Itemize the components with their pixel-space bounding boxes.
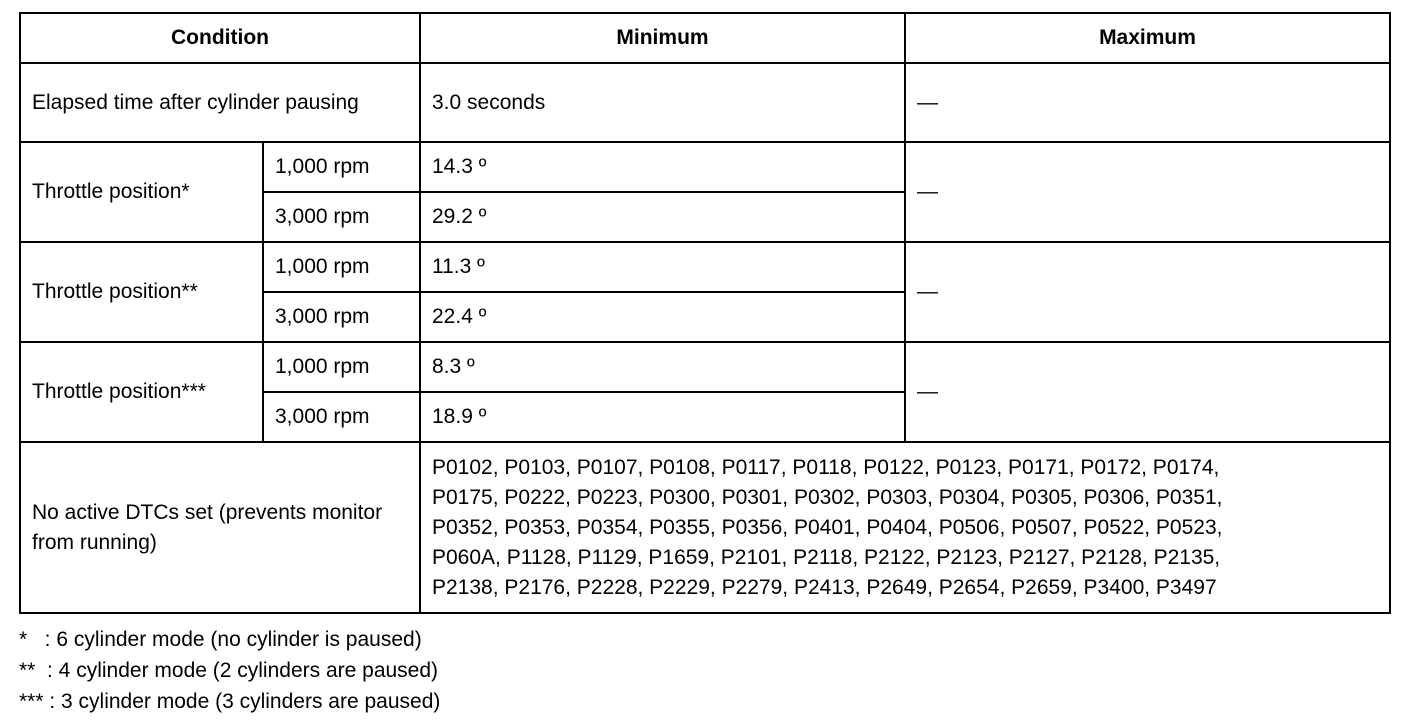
- table-row-throttle-6cyl-low: [20, 142, 1390, 192]
- table-row-throttle-4cyl-low: [20, 242, 1390, 292]
- condition-cell: Throttle position**: [20, 242, 263, 342]
- rpm-cell: 3,000 rpm: [263, 192, 420, 242]
- minimum-cell: 14.3 º: [420, 142, 905, 192]
- footnote-6-cylinder: * : 6 cylinder mode (no cylinder is paused): [19, 628, 422, 651]
- minimum-cell: 22.4 º: [420, 292, 905, 342]
- footnote-3-cylinder: *** : 3 cylinder mode (3 cylinders are paused): [19, 690, 441, 713]
- maximum-cell: —: [905, 242, 1390, 342]
- maximum-cell: —: [905, 142, 1390, 242]
- rpm-cell: 1,000 rpm: [263, 242, 420, 292]
- minimum-cell: 3.0 seconds: [420, 63, 905, 142]
- header-minimum: Minimum: [420, 13, 905, 63]
- table-row-throttle-3cyl-low: [20, 342, 1390, 392]
- rpm-cell: 3,000 rpm: [263, 292, 420, 342]
- maximum-cell: —: [905, 342, 1390, 442]
- table-row-elapsed-time: [20, 63, 1390, 142]
- conditions-table: [19, 12, 1391, 614]
- condition-cell: Elapsed time after cylinder pausing: [20, 63, 420, 142]
- footnote-4-cylinder: ** : 4 cylinder mode (2 cylinders are paused): [19, 659, 439, 682]
- header-condition: Condition: [20, 13, 420, 63]
- condition-cell: Throttle position***: [20, 342, 263, 442]
- rpm-cell: 1,000 rpm: [263, 142, 420, 192]
- condition-cell: No active DTCs set (prevents monitor from running): [20, 442, 420, 613]
- rpm-cell: 3,000 rpm: [263, 392, 420, 442]
- maximum-cell: —: [905, 63, 1390, 142]
- minimum-cell: 8.3 º: [420, 342, 905, 392]
- dtc-codes-cell: P0102, P0103, P0107, P0108, P0117, P0118, P0122, P0123, P0171, P0172, P0174, P0175, P0222, P0223, P0300, P0301, P0302, P0303, P0304, P0305, P0306, P0351, P0352, P0353, P0354, P0355, P0356, P0401, P0404, P0506, P0507, P0522, P0523, P060A, P1128, P1129, P1659, P2101, P2118, P2122, P2123, P2127, P2128, P2135, P2138, P2176, P2228, P2229, P2279, P2413, P2649, P2654, P2659, P3400, P3497: [420, 442, 1390, 613]
- minimum-cell: 18.9 º: [420, 392, 905, 442]
- footnotes: [19, 624, 440, 717]
- rpm-cell: 1,000 rpm: [263, 342, 420, 392]
- condition-cell: Throttle position*: [20, 142, 263, 242]
- header-row: [20, 13, 1390, 63]
- header-maximum: Maximum: [905, 13, 1390, 63]
- table-row-dtc: [20, 442, 1390, 613]
- minimum-cell: 11.3 º: [420, 242, 905, 292]
- minimum-cell: 29.2 º: [420, 192, 905, 242]
